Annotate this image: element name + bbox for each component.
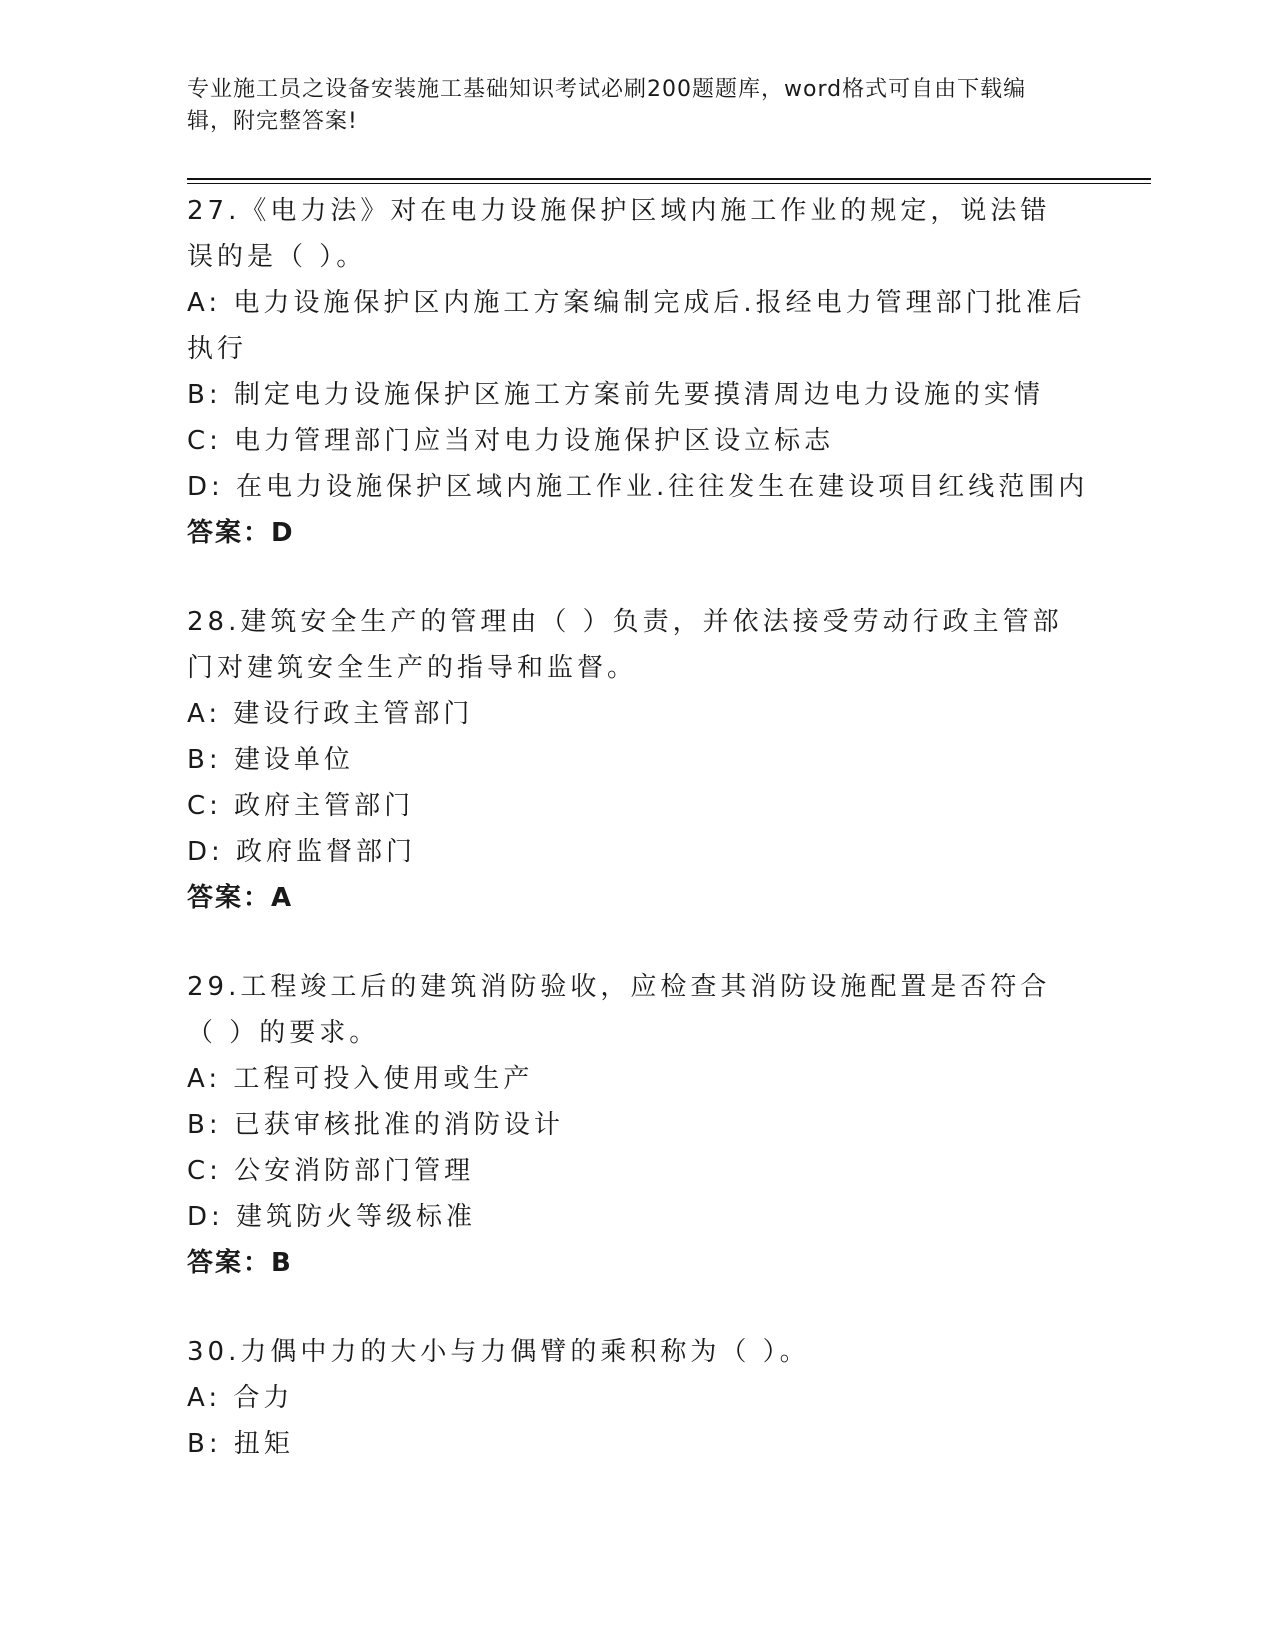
option-a: A: 合力: [187, 1383, 294, 1413]
question-stem: 29.工程竣工后的建筑消防验收，应检查其消防设施配置是否符合（ ）的要求。: [187, 972, 1051, 1048]
option-a-continued: 执行: [187, 334, 248, 364]
option-a: A: 工程可投入使用或生产: [187, 1064, 534, 1094]
question-stem: 30.力偶中力的大小与力偶臂的乘积称为（ ）。: [187, 1337, 810, 1367]
header-rule-thick: [187, 178, 1151, 180]
option-b: B: 制定电力设施保护区施工方案前先要摸清周边电力设施的实情: [187, 380, 1044, 410]
option-b: B: 已获审核批准的消防设计: [187, 1110, 564, 1140]
option-b: B: 扭矩: [187, 1429, 294, 1459]
option-d: D: 政府监督部门: [187, 837, 417, 867]
question-30: [187, 1329, 1087, 1467]
option-c: C: 公安消防部门管理: [187, 1156, 475, 1186]
question-stem: 27.《电力法》对在电力设施保护区域内施工作业的规定，说法错误的是（ ）。: [187, 196, 1051, 272]
question-29: [187, 964, 1087, 1286]
answer-label: 答案：A: [187, 883, 294, 913]
answer-label: 答案：B: [187, 1248, 293, 1278]
option-d: D: 建筑防火等级标准: [187, 1202, 477, 1232]
answer-label: 答案：D: [187, 518, 295, 548]
option-a: A: 电力设施保护区内施工方案编制完成后.报经电力管理部门批准后: [187, 288, 1086, 318]
option-a: A: 建设行政主管部门: [187, 699, 474, 729]
document-header: 专业施工员之设备安装施工基础知识考试必刷200题题库，word格式可自由下载编辑，附完整答案!: [187, 77, 1027, 134]
option-b: B: 建设单位: [187, 745, 354, 775]
question-28: [187, 599, 1087, 921]
question-list: [187, 188, 1087, 1510]
option-c: C: 电力管理部门应当对电力设施保护区设立标志: [187, 426, 835, 456]
question-27: [187, 188, 1087, 556]
option-c: C: 政府主管部门: [187, 791, 415, 821]
question-stem: 28.建筑安全生产的管理由（ ）负责，并依法接受劳动行政主管部门对建筑安全生产的指导和监督。: [187, 607, 1063, 683]
header-rule-thin: [187, 183, 1151, 184]
option-d: D: 在电力设施保护区域内施工作业.往往发生在建设项目红线范围内: [187, 472, 1089, 502]
